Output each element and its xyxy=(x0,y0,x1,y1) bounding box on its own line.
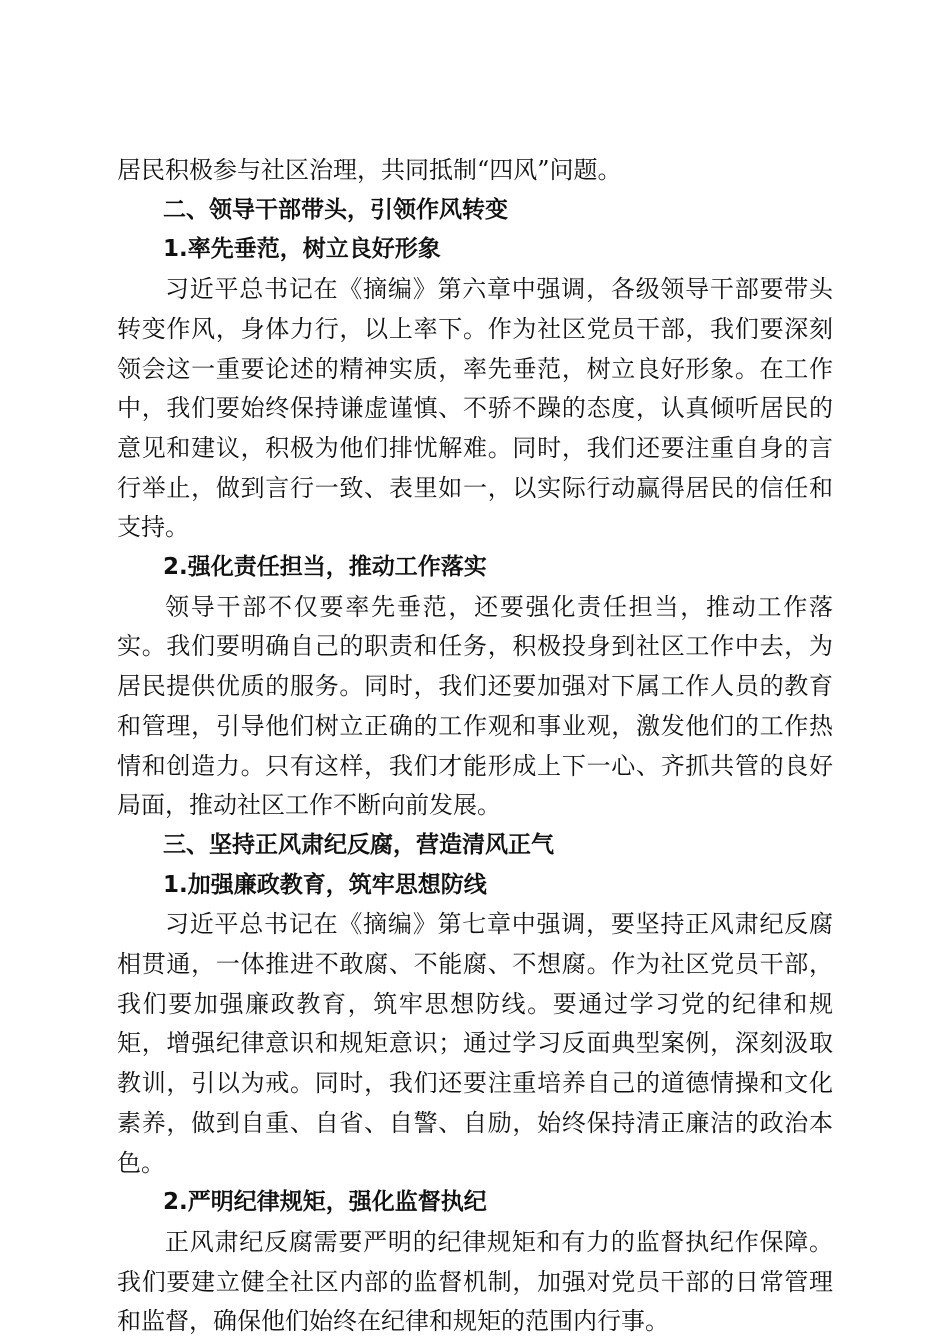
body-paragraph: 习近平总书记在《摘编》第六章中强调，各级领导干部要带头转变作风，身体力行，以上率下。作为社区党员干部，我们要深刻领会这一重要论述的精神实质，率先垂范，树立良好形象。在工作中，我们要始终保持谦虚谨慎、不骄不躁的态度，认真倾听居民的意见和建议，积极为他们排忧解难。同时，我们还要注重自身的言行举止，做到言行一致、表里如一，以实际行动赢得居民的信任和支持。 xyxy=(117,275,833,542)
body-paragraph: 正风肃纪反腐需要严明的纪律规矩和有力的监督执纪作保障。我们要建立健全社区内部的监督机制，加强对党员干部的日常管理和监督，确保他们始终在纪律和规矩的范围内行事。 xyxy=(117,1227,833,1336)
body-paragraph: 居民积极参与社区治理，共同抵制“四风”问题。 xyxy=(117,156,622,184)
subsection-heading: 2.强化责任担当，推动工作落实 xyxy=(163,554,487,581)
document-page xyxy=(117,151,833,1342)
body-paragraph: 领导干部不仅要率先垂范，还要强化责任担当，推动工作落实。我们要明确自己的职责和任务，积极投身到社区工作中去，为居民提供优质的服务。同时，我们还要加强对下属工作人员的教育和管理，引导他们树立正确的工作观和事业观，激发他们的工作热情和创造力。只有这样，我们才能形成上下一心、齐抓共管的良好局面，推动社区工作不断向前发展。 xyxy=(117,592,833,820)
body-paragraph: 习近平总书记在《摘编》第七章中强调，要坚持正风肃纪反腐相贯通，一体推进不敢腐、不能腐、不想腐。作为社区党员干部，我们要加强廉政教育，筑牢思想防线。要通过学习党的纪律和规矩，增强纪律意识和规矩意识；通过学习反面典型案例，深刻汲取教训，引以为戒。同时，我们还要注重培养自己的道德情操和文化素养，做到自重、自省、自警、自励，始终保持清正廉洁的政治本色。 xyxy=(117,910,833,1177)
subsection-heading: 2.严明纪律规矩，强化监督执纪 xyxy=(163,1189,487,1216)
subsection-heading: 1.率先垂范，树立良好形象 xyxy=(163,236,441,263)
subsection-heading: 1.加强廉政教育，筑牢思想防线 xyxy=(163,871,487,898)
section-heading: 三、坚持正风肃纪反腐，营造清风正气 xyxy=(163,831,554,858)
section-heading: 二、领导干部带头，引领作风转变 xyxy=(163,196,508,223)
